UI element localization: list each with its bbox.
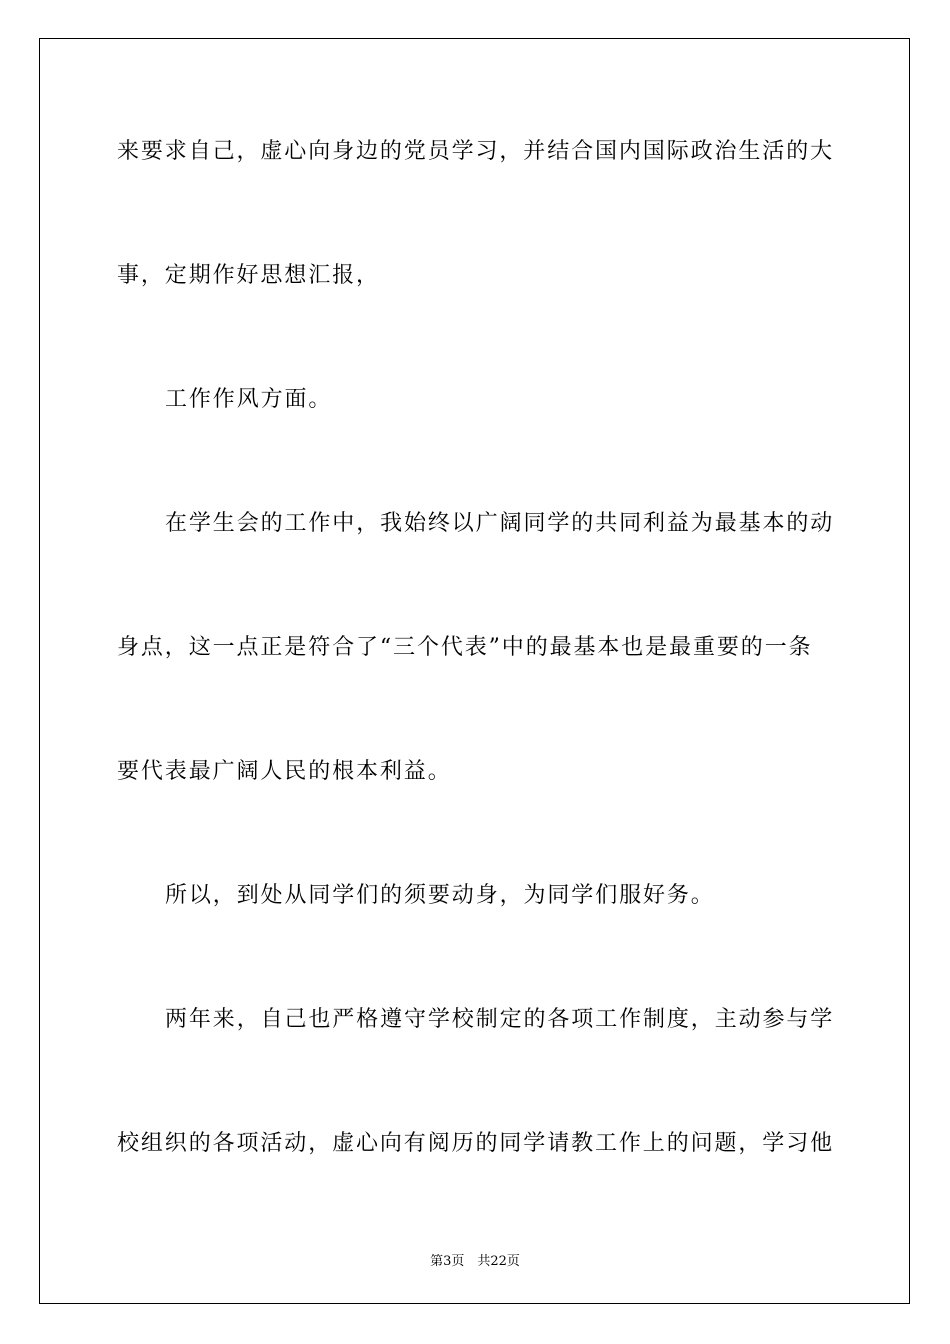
body-text-line: 校组织的各项活动，虚心向有阅历的同学请教工作上的问题，学习他: [117, 1131, 835, 1156]
body-text-line: 所以，到处从同学们的须要动身，为同学们服好务。: [165, 883, 715, 908]
body-text-line: 身点，这一点正是符合了“三个代表”中的最基本也是最重要的一条: [117, 635, 813, 660]
page-number-footer: 第3页 共22页: [430, 1254, 520, 1269]
body-text-line: 来要求自己，虚心向身边的党员学习，并结合国内国际政治生活的大: [117, 139, 835, 164]
body-text-line: 要代表最广阔人民的根本利益。: [117, 759, 452, 784]
page-border: [39, 38, 910, 1304]
body-text-line: 事，定期作好思想汇报，: [117, 263, 380, 288]
body-text-line: 在学生会的工作中，我始终以广阔同学的共同利益为最基本的动: [165, 511, 835, 536]
body-text-line: 两年来，自己也严格遵守学校制定的各项工作制度，主动参与学: [165, 1007, 835, 1032]
body-text-line: 工作作风方面。: [165, 387, 333, 412]
